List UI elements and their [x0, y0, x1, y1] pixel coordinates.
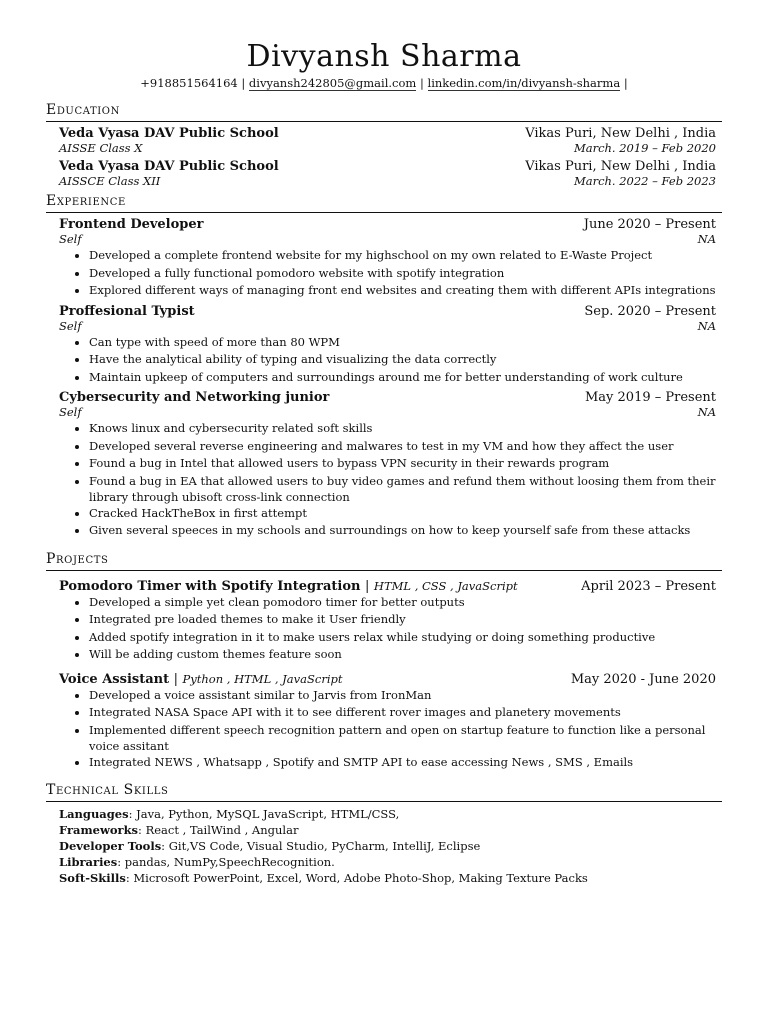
- job-dates: June 2020 – Present: [583, 217, 716, 232]
- skill-line: Frameworks: React , TailWind , Angular: [59, 823, 299, 837]
- education-entry: [46, 159, 722, 188]
- bullet-list: [59, 420, 716, 540]
- section-title-projects: Projects: [46, 550, 722, 571]
- linkedin-link[interactable]: linkedin.com/in/divyansh-sharma: [427, 76, 621, 90]
- degree: AISSCE Class XII: [59, 174, 161, 188]
- education-dates: March. 2019 – Feb 2020: [573, 141, 716, 155]
- phone-number: +918851564164: [140, 76, 238, 90]
- job-location: NA: [697, 232, 716, 246]
- skill-value: pandas, NumPy,SpeechRecognition.: [124, 855, 335, 869]
- skill-label: Libraries: [59, 855, 118, 869]
- school-location: Vikas Puri, New Delhi , India: [525, 126, 716, 141]
- projects-section: [46, 550, 722, 772]
- bullet-item: • Found a bug in Intel that allowed users to bypass VPN security in their rewards program: [89, 455, 716, 473]
- bullet-item: • Integrated NASA Space API with it to see different rover images and planetery movements: [89, 704, 716, 722]
- bullet-item: • Implemented different speech recognition pattern and open on startup feature to function like a personal voice assitant: [89, 722, 716, 754]
- job-location: NA: [697, 405, 716, 419]
- bullet-item: • Developed a voice assistant similar to Jarvis from IronMan: [89, 687, 716, 705]
- school-location: Vikas Puri, New Delhi , India: [525, 159, 716, 174]
- section-title-skills: Technical Skills: [46, 781, 722, 802]
- skill-value: Microsoft PowerPoint, Excel, Word, Adobe Photo-Shop, Making Texture Packs: [133, 871, 588, 885]
- experience-entry: [46, 390, 722, 540]
- project-tech: Python , HTML , JavaScript: [182, 671, 343, 686]
- bullet-item: • Integrated NEWS , Whatsapp , Spotify and SMTP API to ease accessing News , SMS , Emails: [89, 754, 716, 772]
- bullet-item: • Maintain upkeep of computers and surroundings around me for better understanding of work culture: [89, 369, 716, 387]
- experience-entry: [46, 217, 722, 300]
- project-name: Pomodoro Timer with Spotify Integration: [59, 578, 361, 594]
- bullet-list: [59, 594, 716, 664]
- bullet-item: • Knows linux and cybersecurity related soft skills: [89, 420, 716, 438]
- bullet-list: [59, 687, 716, 772]
- separator: |: [173, 671, 179, 687]
- skill-label: Soft-Skills: [59, 871, 126, 885]
- bullet-item: • Integrated pre loaded themes to make it User friendly: [89, 611, 716, 629]
- bullet-item: • Can type with speed of more than 80 WPM: [89, 334, 716, 352]
- section-title-experience: Experience: [46, 192, 722, 213]
- skill-line: Languages: Java, Python, MySQL JavaScript, HTML/CSS,: [59, 807, 400, 821]
- skill-line: Libraries: pandas, NumPy,SpeechRecognition.: [59, 855, 335, 869]
- job-role: Frontend Developer: [59, 217, 204, 232]
- job-org: Self: [59, 405, 82, 419]
- bullet-list: [59, 247, 716, 300]
- skill-label: Developer Tools: [59, 839, 162, 853]
- bullet-item: • Found a bug in EA that allowed users to buy video games and refund them without loosing them from their library through ubisoft cross-link connection: [89, 473, 716, 505]
- job-org: Self: [59, 232, 82, 246]
- bullet-item: • Developed several reverse engineering and malwares to test in my VM and how they affect the user: [89, 438, 716, 456]
- bullet-item: • Cracked HackTheBox in first attempt: [89, 505, 716, 523]
- experience-section: [46, 192, 722, 540]
- education-section: [46, 101, 722, 188]
- skill-value: Java, Python, MySQL JavaScript, HTML/CSS,: [136, 807, 400, 821]
- skills-section: [46, 781, 722, 886]
- job-role: Cybersecurity and Networking junior: [59, 390, 330, 405]
- bullet-item: • Given several speeces in my schools and surroundings on how to keep yourself safe from these attacks: [89, 522, 716, 540]
- job-role: Proffesional Typist: [59, 303, 195, 319]
- skill-label: Languages: [59, 807, 129, 821]
- job-location: NA: [697, 318, 716, 333]
- bullet-item: • Developed a complete frontend website for my highschool on my own related to E-Waste Project: [89, 247, 716, 265]
- skill-label: Frameworks: [59, 823, 139, 837]
- project-dates: April 2023 – Present: [581, 578, 716, 594]
- candidate-name: Divyansh Sharma: [246, 39, 522, 74]
- skill-value: Git,VS Code, Visual Studio, PyCharm, IntelliJ, Eclipse: [168, 839, 481, 853]
- bullet-item: • Developed a fully functional pomodoro website with spotify integration: [89, 265, 716, 283]
- school-name: Veda Vyasa DAV Public School: [59, 126, 279, 141]
- school-name: Veda Vyasa DAV Public School: [59, 159, 279, 174]
- contact-line: +918851564164 | divyansh242805@gmail.com | linkedin.com/in/divyansh-sharma |: [140, 76, 628, 90]
- education-dates: March. 2022 – Feb 2023: [573, 174, 716, 188]
- job-org: Self: [59, 318, 82, 333]
- resume-page: [46, 0, 722, 886]
- job-dates: May 2019 – Present: [584, 390, 716, 405]
- project-dates: May 2020 - June 2020: [570, 671, 716, 687]
- education-entry: [46, 126, 722, 155]
- bullet-item: • Have the analytical ability of typing and visualizing the data correctly: [89, 351, 716, 369]
- skill-line: Soft-Skills: Microsoft PowerPoint, Excel, Word, Adobe Photo-Shop, Making Texture Packs: [59, 871, 588, 885]
- bullet-item: • Developed a simple yet clean pomodoro timer for better outputs: [89, 594, 716, 612]
- skills-list: [46, 806, 722, 886]
- project-entry: [46, 672, 722, 772]
- section-title-education: Education: [46, 101, 722, 122]
- degree: AISSE Class X: [59, 141, 143, 155]
- skill-line: Developer Tools: Git,VS Code, Visual Studio, PyCharm, IntelliJ, Eclipse: [59, 839, 481, 853]
- bullet-item: • Added spotify integration in it to make users relax while studying or doing something productive: [89, 629, 716, 647]
- job-dates: Sep. 2020 – Present: [584, 303, 716, 319]
- project-name: Voice Assistant: [59, 671, 170, 687]
- project-heading: [59, 672, 342, 687]
- experience-entry: [46, 304, 722, 387]
- separator: |: [365, 578, 370, 594]
- project-tech: HTML , CSS , JavaScript: [373, 578, 518, 593]
- bullet-item: • Will be adding custom themes feature soon: [89, 646, 716, 664]
- bullet-list: [59, 334, 716, 387]
- skill-value: React , TailWind , Angular: [145, 823, 299, 837]
- email-link[interactable]: divyansh242805@gmail.com: [248, 76, 417, 90]
- project-entry: [46, 579, 722, 664]
- project-heading: [59, 579, 518, 594]
- bullet-item: • Explored different ways of managing front end websites and creating them with different APIs integrations: [89, 282, 716, 300]
